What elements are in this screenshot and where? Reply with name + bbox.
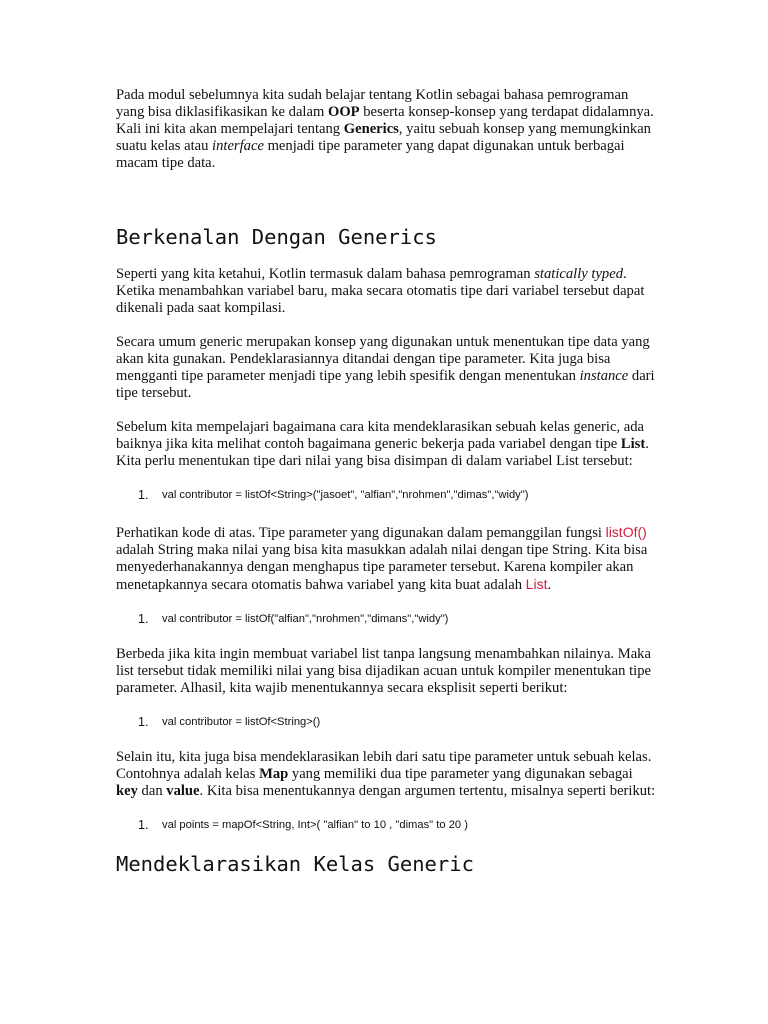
italic-statically-typed: statically typed [534,266,623,282]
inline-code-listof: listOf() [605,524,647,540]
italic-interface: interface [212,138,264,154]
paragraph-statically-typed [116,266,656,317]
text-run: Pada modul sebelumnya kita sudah belajar tentang Kotlin sebagai bahasa pemrograman yang bisa diklasifikasikan ke dalam [116,87,629,120]
bold-generics: Generics [343,121,399,137]
inline-code-list: List [525,576,548,592]
text-run: Selain itu, kita juga bisa mendeklarasikan lebih dari satu tipe parameter untuk sebuah kelas. Contohnya adalah kelas [116,749,652,782]
text-run: menjadi tipe parameter yang dapat digunakan untuk berbagai macam tipe data. [116,138,625,171]
italic-instance: instance [579,368,629,384]
text-run: Secara umum generic merupakan konsep yang digunakan untuk menentukan tipe data yang akan kita gunakan. Pendeklarasiannya ditandai dengan tipe parameter. Kita juga bisa mengganti tipe parameter menjadi tipe yang lebih spesifik dengan menentukan [116,334,650,384]
paragraph-generic-concept [116,334,656,402]
bold-value: value [166,783,200,799]
paragraph-listof-explanation [116,524,656,594]
paragraph-map-example [116,749,656,800]
text-run: , yaitu sebuah konsep yang memungkinkan suatu kelas atau [116,121,651,154]
document-body [116,87,656,876]
intro-paragraph [116,87,656,172]
code-snippet: val contributor = listOf<String>("jasoet", "alfian","nrohmen","dimas","widy") [162,489,529,501]
text-run: . [547,577,552,593]
text-run: Sebelum kita mempelajari bagaimana cara kita mendeklarasikan sebuah kelas generic, ada baiknya jika kita melihat contoh bagaimana generic bekerja pada variabel dengan tipe [116,419,644,452]
bold-oop: OOP [327,104,360,120]
text-run: Seperti yang kita ketahui, Kotlin termasuk dalam bahasa pemrograman [116,266,535,282]
text-run: . Kita perlu menentukan tipe dari nilai yang bisa disimpan di dalam variabel List tersebut: [116,436,649,469]
text-run: dan [137,783,167,799]
text-run: Berbeda jika kita ingin membuat variabel list tanpa langsung menambahkan nilainya. Maka list tersebut tidak memiliki nilai yang bisa dijadikan acuan untuk kompiler menentukan tipe parameter. Alhasil, kita wajib menentukannya secara eksplisit seperti berikut: [116,646,651,696]
code-list-item [116,487,656,504]
bold-key: key [116,783,138,799]
list-number: 1. [138,488,149,502]
code-list-item [116,817,656,834]
code-snippet: val points = mapOf<String, Int>( "alfian" to 10 , "dimas" to 20 ) [162,819,468,831]
section-heading-generic-class: Mendeklarasikan Kelas Generic [116,852,474,876]
code-list-item [116,611,656,628]
list-number: 1. [138,818,149,832]
code-list-item [116,714,656,731]
text-run: . Ketika menambahkan variabel baru, maka secara otomatis tipe dari variabel tersebut dapat dikenali pada saat kompilasi. [116,266,645,316]
paragraph-explicit-type [116,646,656,697]
list-number: 1. [138,715,149,729]
paragraph-list-example [116,419,656,470]
text-run: yang memiliki dua tipe parameter yang digunakan sebagai [288,766,633,782]
text-run: Perhatikan kode di atas. Tipe parameter yang digunakan dalam pemanggilan fungsi [116,525,606,541]
text-run: adalah String maka nilai yang bisa kita masukkan adalah nilai dengan tipe String. Kita bisa menyederhanakannya dengan menghapus tipe parameter tersebut. Karena kompiler akan menetapkannya secara otomatis bahwa variabel yang kita buat adalah [116,542,648,593]
bold-map: Map [259,766,289,782]
text-run: . Kita bisa menentukannya dengan argumen tertentu, misalnya seperti berikut: [199,783,656,799]
text-run: dari tipe tersebut. [116,368,655,401]
bold-list: List [620,436,646,452]
code-snippet: val contributor = listOf("alfian","nrohmen","dimans","widy") [162,613,449,625]
list-number: 1. [138,612,149,626]
code-snippet: val contributor = listOf<String>() [162,716,321,728]
section-heading-generics: Berkenalan Dengan Generics [116,225,437,249]
text-run: beserta konsep-konsep yang terdapat didalamnya. Kali ini kita akan mempelajari tentang [116,104,654,137]
